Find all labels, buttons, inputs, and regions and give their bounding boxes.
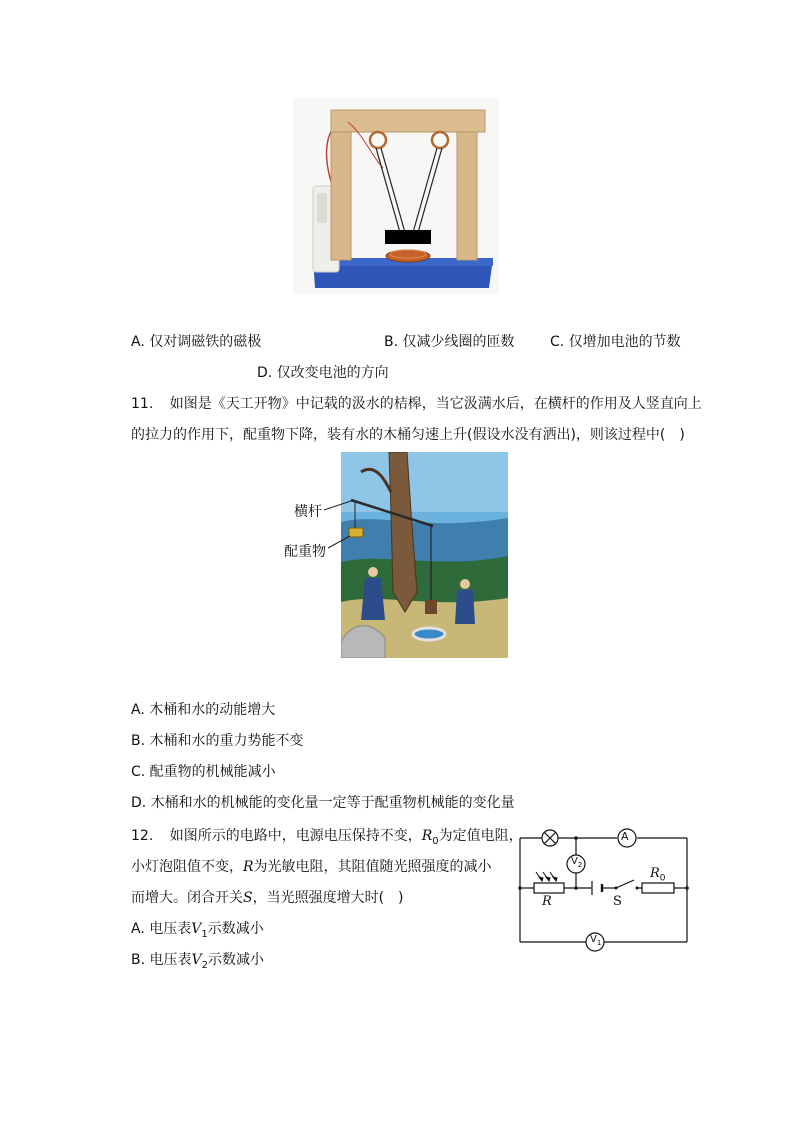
q12-option-b — [131, 950, 264, 976]
resistor-r0-symbol — [642, 883, 674, 893]
q12-stem-text: 如图所示的电路中，电源电压保持不变， — [169, 828, 422, 844]
q12-option-text: 示数减小 — [207, 921, 264, 937]
q11-stem-line2: 的拉力的作用下，配重物下降，装有水的木桶匀速上升(假设水没有洒出)，则该过程中( ) — [131, 427, 685, 443]
r0-letter: R — [650, 866, 660, 881]
q11-option-d: D. 木桶和水的机械能的变化量一定等于配重物机械能的变化量 — [131, 795, 515, 811]
v2-label — [571, 856, 582, 869]
switch-label: S — [613, 894, 622, 909]
q12-r-symbol: R — [243, 859, 254, 875]
ammeter-label: A — [621, 830, 629, 843]
q12-stem-text: ，当光照强度增大时( ) — [252, 890, 404, 906]
q12-r0-symbol: R — [421, 828, 433, 844]
v1-letter: V — [590, 934, 597, 945]
q11-option-b: B. 木桶和水的重力势能不变 — [131, 733, 304, 749]
q12-number: 12. — [131, 828, 154, 844]
counterweight-pointer-line — [326, 532, 352, 552]
q10-option-c: C. 仅增加电池的节数 — [550, 334, 681, 350]
q12-stem-line3 — [131, 888, 404, 908]
v2-letter: V — [571, 856, 578, 867]
v2-subscript: 2 — [577, 861, 583, 869]
q12-stem-line1 — [131, 826, 523, 852]
q11-option-a: A. 木桶和水的动能增大 — [131, 702, 276, 718]
q12-v2-subscript: 2 — [201, 959, 209, 971]
q12-stem-text: 为定值电阻， — [438, 828, 523, 844]
r-label: R — [542, 894, 552, 909]
r0-subscript: 0 — [659, 873, 666, 884]
q11-option-c: C. 配重物的机械能减小 — [131, 764, 276, 780]
q12-v1-symbol: V — [191, 921, 202, 937]
q10-option-b: B. 仅减少线圈的匝数 — [384, 334, 515, 350]
v1-subscript: 1 — [596, 939, 602, 947]
q12-option-text: B. 电压表 — [131, 952, 192, 968]
v1-label — [590, 934, 601, 947]
q12-stem-text: 而增大。闭合开关 — [131, 890, 243, 906]
light-arrows-icon — [536, 872, 557, 881]
circuit-diagram — [512, 826, 694, 952]
photoresistor-symbol — [534, 883, 564, 893]
q12-stem-line2 — [131, 857, 492, 877]
q12-v2-symbol: V — [191, 952, 202, 968]
lamp-symbol — [542, 830, 558, 846]
counterweight-label: 配重物 — [284, 544, 326, 560]
q11-stem-text1: 如图是《天工开物》中记载的汲水的桔槔，当它汲满水后，在横杆的作用及人竖直向上 — [169, 396, 702, 412]
lever-label: 横杆 — [294, 504, 322, 520]
q12-stem-text: 小灯泡阻值不变， — [131, 859, 243, 875]
q12-stem-text: 为光敏电阻，其阻值随光照强度的减小 — [253, 859, 492, 875]
r0-label — [650, 866, 666, 884]
well-sweep-figure — [341, 452, 508, 658]
q11-stem-line1 — [131, 394, 702, 414]
q12-option-text: A. 电压表 — [131, 921, 192, 937]
q10-option-a: A. 仅对调磁铁的磁极 — [131, 334, 262, 350]
coil-swing-apparatus-figure — [293, 98, 499, 294]
q12-s-symbol: S — [243, 890, 253, 906]
q12-r0-subscript: 0 — [432, 835, 439, 847]
q12-option-text: 示数减小 — [208, 952, 265, 968]
switch-symbol — [615, 880, 639, 890]
battery-symbol — [592, 881, 602, 895]
q10-option-d: D. 仅改变电池的方向 — [257, 365, 389, 381]
lever-pointer-line — [322, 496, 356, 516]
q12-v1-subscript: 1 — [201, 928, 208, 940]
q11-number: 11. — [131, 396, 154, 412]
q12-option-a — [131, 919, 264, 945]
